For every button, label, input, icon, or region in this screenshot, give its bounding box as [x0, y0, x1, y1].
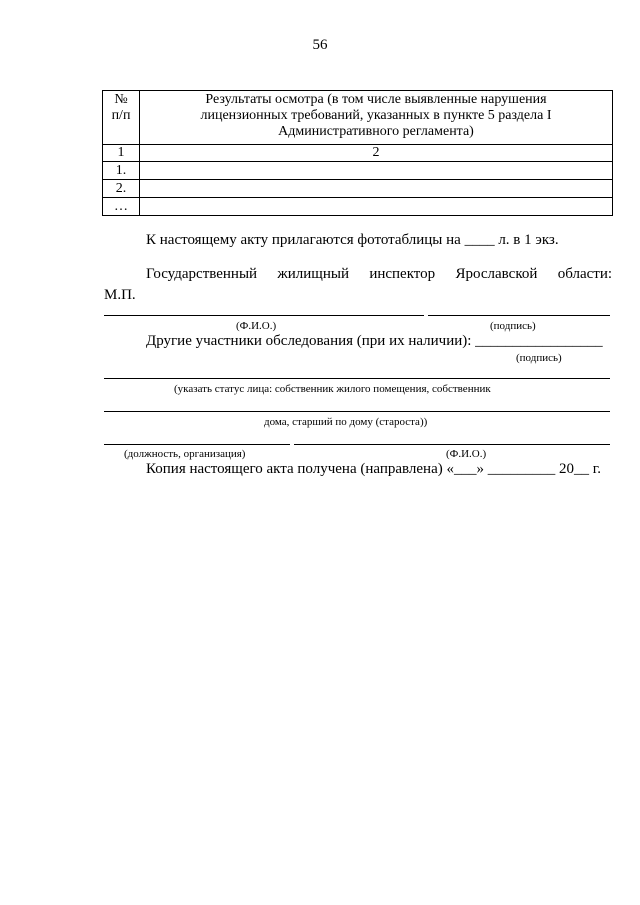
participant-status-underline	[104, 378, 610, 379]
other-participants-label: Другие участники обследования (при их наличии): _________________	[146, 333, 603, 349]
header-results-line2: лицензионных требований, указанных в пункте 5 раздела I	[200, 108, 552, 123]
header-results-line3: Административного регламента)	[278, 124, 474, 139]
participant-fio-underline	[294, 444, 610, 445]
header-number-cell	[103, 91, 140, 145]
inspector-title-line	[146, 266, 612, 283]
row-text-cell	[140, 162, 613, 180]
inspector-word: жилищный	[277, 266, 349, 282]
inspector-signature-underline	[428, 315, 610, 316]
row-number-cell: 2.	[103, 180, 140, 198]
row-number-cell: …	[103, 198, 140, 216]
header-results-cell	[140, 91, 613, 145]
inspection-results-table	[102, 90, 613, 216]
table-header-row	[103, 91, 613, 145]
inspector-fio-caption: (Ф.И.О.)	[236, 320, 277, 332]
stamp-placeholder: М.П.	[104, 287, 136, 303]
row-number-cell: 1.	[103, 162, 140, 180]
table-row	[103, 198, 613, 216]
participant-fio-caption: (Ф.И.О.)	[446, 448, 487, 460]
inspector-word: области:	[557, 266, 613, 282]
table-row	[103, 180, 613, 198]
participant-status-caption: (указать статус лица: собственник жилого помещения, собственник	[174, 383, 491, 395]
header-number-line1: №	[114, 92, 128, 107]
inspector-word: Ярославской	[455, 266, 538, 282]
header-number-line2: п/п	[111, 108, 131, 123]
column-number-cell: 1	[103, 145, 140, 162]
participant-status-caption-2: дома, старший по дому (староста))	[264, 416, 428, 428]
inspector-fio-underline	[104, 315, 424, 316]
participant-position-caption: (должность, организация)	[124, 448, 246, 460]
participants-signature-caption: (подпись)	[516, 352, 562, 364]
page-number: 56	[312, 37, 328, 53]
inspector-word: Государственный	[146, 266, 258, 282]
row-text-cell	[140, 180, 613, 198]
header-results-line1: Результаты осмотра (в том числе выявленные нарушения	[205, 92, 547, 107]
table-row	[103, 162, 613, 180]
column-number-row	[103, 145, 613, 162]
copy-received-line: Копия настоящего акта получена (направлена) «___» _________ 20__ г.	[146, 461, 601, 477]
row-text-cell	[140, 198, 613, 216]
column-number-cell: 2	[140, 145, 613, 162]
photo-tables-line: К настоящему акту прилагаются фототаблицы на ____ л. в 1 экз.	[146, 232, 559, 248]
participant-position-underline	[104, 444, 290, 445]
inspector-word: инспектор	[369, 266, 436, 282]
inspector-signature-caption: (подпись)	[490, 320, 536, 332]
participant-status-underline-2	[104, 411, 610, 412]
